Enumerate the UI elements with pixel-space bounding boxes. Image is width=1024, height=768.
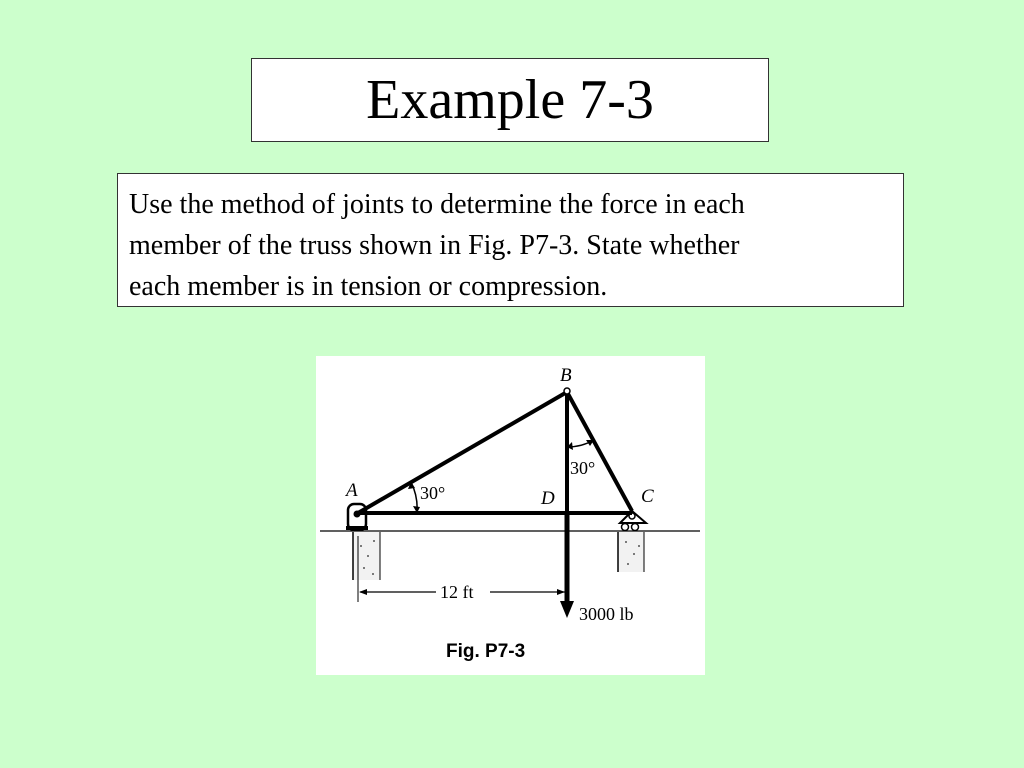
slide-title: Example 7-3: [366, 69, 654, 131]
label-load: 3000 lb: [579, 604, 634, 624]
truss-figure: [316, 356, 705, 675]
truss-diagram: [316, 356, 705, 675]
problem-statement: Use the method of joints to determine the force in each member of the truss shown in Fig. P7-3. State whether each member is in tension or compression.: [129, 189, 745, 302]
slide-title-box: [251, 58, 769, 142]
problem-statement-box: [117, 173, 904, 307]
label-joint-d: D: [541, 488, 555, 509]
figure-caption: Fig. P7-3: [446, 641, 526, 662]
right-support-pier: [618, 532, 644, 572]
label-dimension: 12 ft: [440, 582, 474, 602]
member-bc: [567, 392, 632, 511]
label-joint-a: A: [346, 480, 358, 501]
load-arrow: [560, 601, 574, 618]
label-angle-b: 30°: [570, 458, 596, 478]
left-support-pier: [353, 532, 380, 580]
joint-b: [564, 388, 570, 394]
member-ab: [358, 392, 567, 513]
label-joint-b: B: [560, 365, 572, 386]
label-joint-c: C: [641, 486, 654, 507]
label-angle-a: 30°: [420, 483, 446, 503]
